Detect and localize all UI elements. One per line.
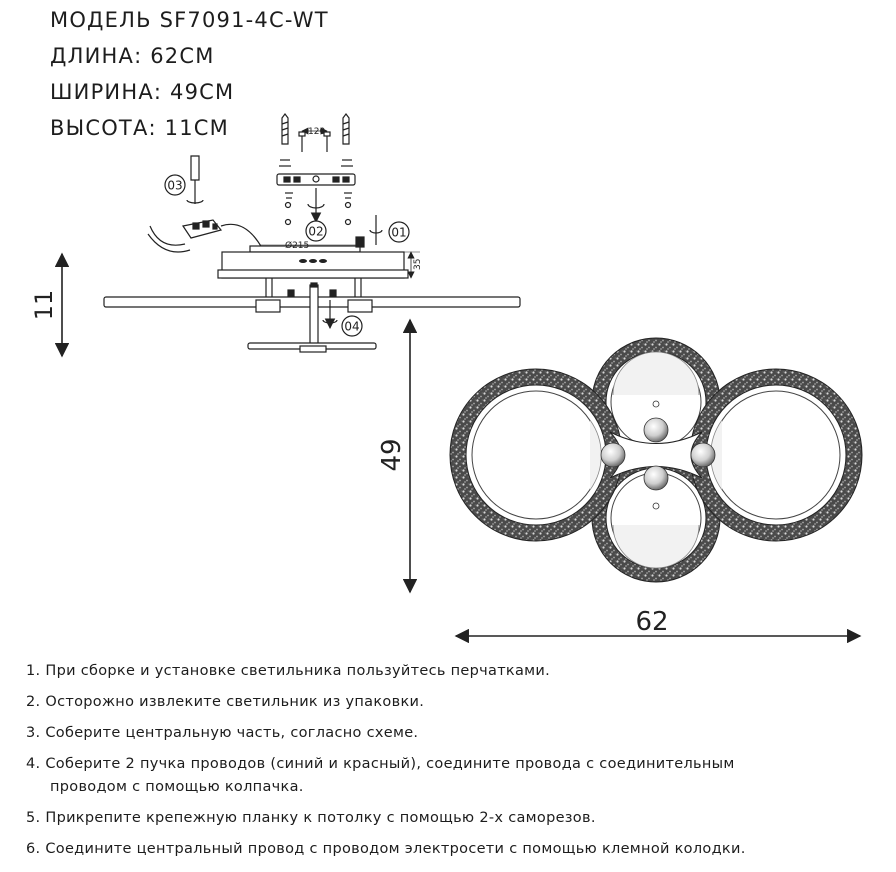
instruction-text: Осторожно извлеките светильник из упаковки. [45, 694, 425, 710]
instruction-text: Соедините центральный провод с проводом электросети с помощью клемной колодки. [45, 841, 746, 857]
ring-left [450, 369, 622, 541]
dim-35-label: 35 [413, 258, 423, 270]
instruction-item [26, 753, 886, 799]
instruction-item [26, 691, 886, 714]
width-spec: ШИРИНА: 49СМ [50, 80, 235, 104]
instruction-item [26, 807, 886, 830]
callout-01-label: 01 [391, 225, 407, 240]
screw-right-icon [343, 114, 349, 144]
instruction-number: 3. [26, 725, 41, 741]
dim-diameter-label: Ø215 [285, 241, 310, 251]
screw-left-icon [282, 114, 288, 144]
instruction-item [26, 838, 886, 861]
dim-length-label: 62 [635, 607, 669, 637]
instruction-item [26, 722, 886, 745]
callout-02-label: 02 [308, 224, 324, 239]
instruction-number: 1. [26, 663, 41, 679]
knob-bottom [644, 466, 668, 490]
instruction-number: 2. [26, 694, 41, 710]
model-title: МОДЕЛЬ SF7091-4C-WT [50, 8, 329, 32]
callout-04-label: 04 [344, 319, 360, 334]
callout-04 [342, 316, 362, 336]
instruction-text: Соберите центральную часть, согласно схеме. [45, 725, 419, 741]
height-spec: ВЫСОТА: 11СМ [50, 116, 229, 140]
top-view [410, 320, 862, 636]
callout-03-label: 03 [167, 178, 183, 193]
instruction-text: Прикрепите крепежную планку к потолку с помощью 2-х саморезов. [45, 810, 596, 826]
wire-right [221, 224, 262, 248]
callout-03 [165, 175, 185, 195]
dim-width-label: 49 [377, 438, 407, 472]
instruction-number: 6. [26, 841, 41, 857]
knob-left [601, 443, 625, 467]
instruction-continuation: проводом с помощью колпачка. [50, 779, 304, 795]
dim-120-label: 120 [308, 127, 326, 137]
instruction-item [26, 660, 886, 683]
screw-mid-left-icon [299, 132, 305, 152]
assembly-diagram [62, 114, 520, 356]
callout-02 [306, 221, 326, 241]
terminal-block-icon [183, 220, 221, 238]
instruction-text: При сборке и установке светильника пользуйтесь перчатками. [45, 663, 551, 679]
knob-top [644, 418, 668, 442]
wire-left-2 [148, 234, 190, 252]
dim-height-label: 11 [30, 289, 58, 321]
knob-right [691, 443, 715, 467]
instruction-list [26, 660, 886, 869]
instruction-text: Соберите 2 пучка проводов (синий и красный), соедините провода с соединительным [45, 756, 735, 772]
instruction-number: 4. [26, 756, 41, 772]
length-spec: ДЛИНА: 62СМ [50, 44, 215, 68]
callout-01 [389, 222, 409, 242]
screwdriver-icon [187, 156, 203, 204]
instruction-number: 5. [26, 810, 41, 826]
ring-right [690, 369, 862, 541]
